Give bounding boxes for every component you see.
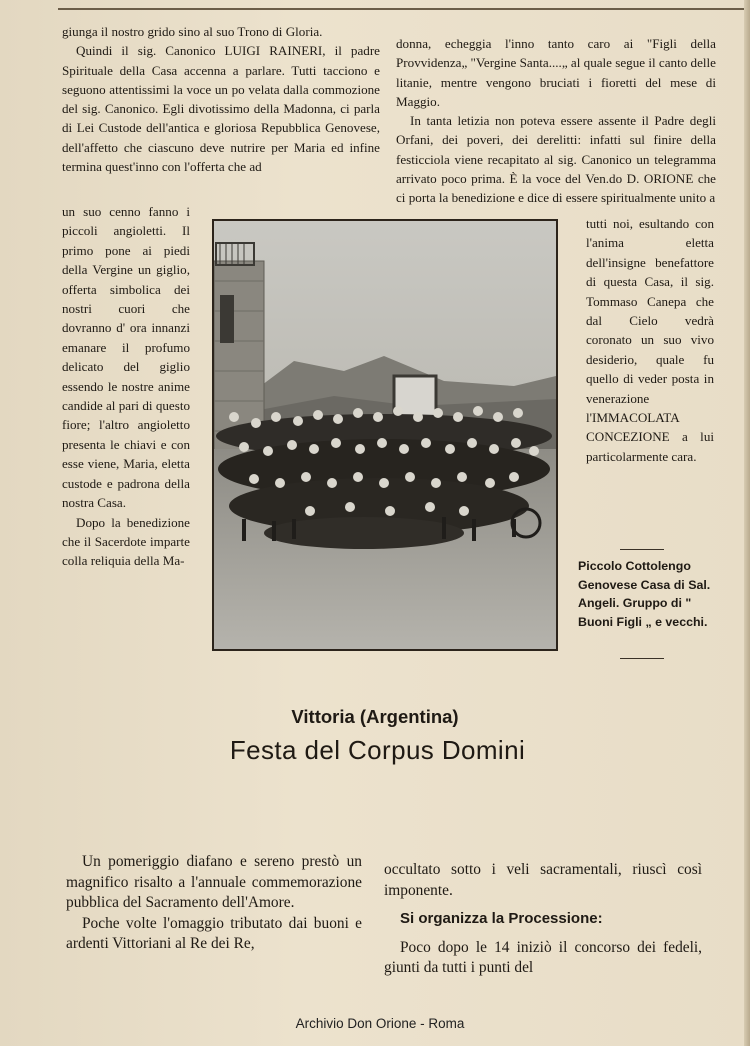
caption-rule-bottom <box>620 658 664 659</box>
paragraph: Quindi il sig. Canonico LUIGI RAINERI, il padre Spirituale della Casa accenna a parlare. Tutti tacciono e seguono attentissimi la voce un po velata dalla commozione del sig. Canonico. Egli divotissimo della Madonna, ci parla di Lei Custode dell'antica e gloriosa Repubblica Genovese, dell'affetto che ciascuno deve nutrire per Maria ed infine termina quest'inno con l'offerta che ad <box>62 43 380 175</box>
left-narrow-column <box>62 202 190 571</box>
paragraph: tutti noi, esultando con l'anima eletta dell'insigne benefattore di questa Casa, il sig. Tommaso Canepa che dal Cielo vedrà coronato un suo vivo desiderio, quale fu quello di veder posta in venerazione l'IMMACOLATA CONCEZIONE a lui particolarmente cara. <box>586 216 714 464</box>
left-column-top <box>62 22 380 176</box>
paragraph: Poco dopo le 14 iniziò il concorso dei fedeli, giunti da tutti i punti del <box>384 938 702 977</box>
caption-rule-top <box>620 549 664 550</box>
paragraph: Un pomeriggio diafano e sereno prestò un magnifico risalto a l'annuale commemorazione pubblica del Sacramento dell'Amore. <box>66 853 362 912</box>
group-photograph <box>212 219 558 651</box>
paragraph: un suo cenno fanno i piccoli angioletti. Il primo pone ai piedi della Vergine un giglio, offerta simbolica dei nostri cuori che dovranno d' ora innanzi emanare il profumo delicato del giglio essendo le nostre anime candide al pari di questo fiore; l'altro angioletto presenta le chiavi e con esse viene, Maria, eletta custode e padrona della nostra Casa. <box>62 204 190 511</box>
photo-illustration <box>214 221 556 649</box>
paragraph: In tanta letizia non poteva essere assente il Padre degli Orfani, dei poveri, dei derelitti: infatti sul finire della festicciola viene recapitato al sig. Canonico un telegramma arrivato poco prima. È la voce del Ven.do D. ORIONE che ci porta la benedizione e dice di essere spiritualmente unito a <box>396 113 716 206</box>
header-rule <box>58 8 744 10</box>
section-subheading: Si organizza la Processione: <box>400 910 603 928</box>
archive-footer: Archivio Don Orione - Roma <box>295 1016 465 1031</box>
paragraph: Dopo la benedizione che il Sacerdote imparte colla reliquia della Ma- <box>62 514 190 569</box>
right-narrow-column <box>586 214 714 466</box>
article-subtitle: Vittoria (Argentina) <box>291 706 459 727</box>
paragraph: occultato sotto i veli sacramentali, riuscì così imponente. <box>384 861 702 899</box>
page-edge <box>744 0 750 1046</box>
photo-caption: Piccolo Cottolengo Genovese Casa di Sal. Angeli. Gruppo di " Buoni Figli „ e vecchi. <box>578 559 711 630</box>
right-column-top <box>396 34 716 208</box>
paragraph: giunga il nostro grido sino al suo Trono di Gloria. <box>62 24 323 39</box>
paragraph: donna, echeggia l'inno tanto caro ai "Figli della Provvidenza„ "Vergine Santa....„ al quale segue il canto delle litanie, mentre vengono bruciati i fioretti del mese di Maggio. <box>396 36 716 109</box>
article-title: Festa del Corpus Domini <box>229 735 526 765</box>
article-left-column <box>66 852 362 955</box>
paragraph: Poche volte l'omaggio tributato dai buoni e ardenti Vittoriani al Re dei Re, <box>66 914 362 953</box>
article-right-column <box>384 860 702 979</box>
